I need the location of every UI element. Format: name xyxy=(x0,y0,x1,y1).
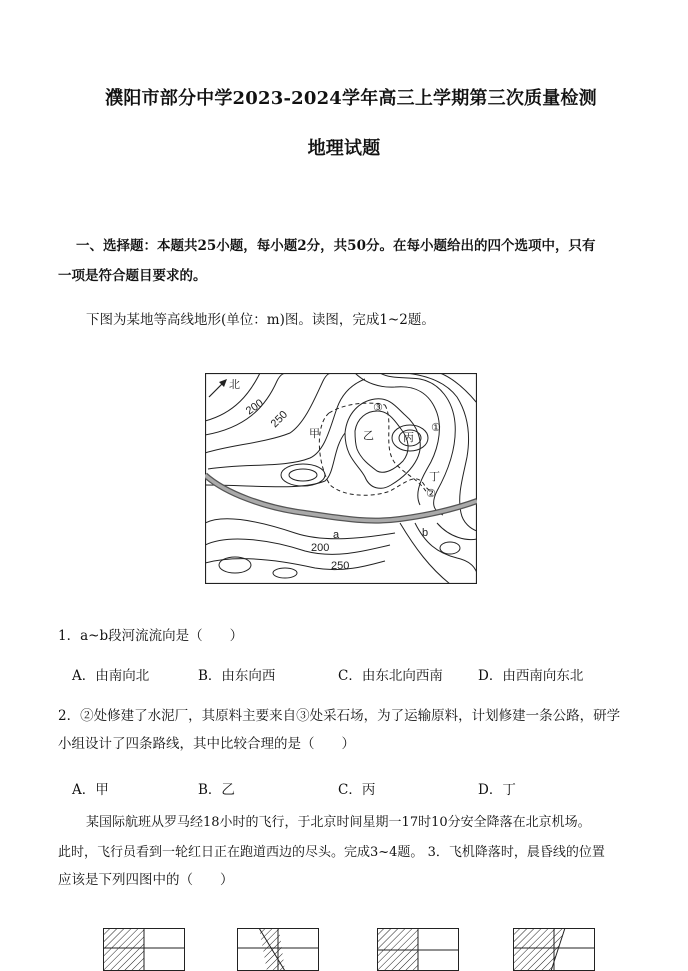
point-3: ③ xyxy=(373,401,383,414)
intro-flight-line3: 应该是下列四图中的（ ） xyxy=(58,872,234,888)
intro-flight-line1: 某国际航班从罗马经18小时的飞行，于北京时间星期一17时10分安全降落在北京机场。 xyxy=(86,815,591,830)
question-2-line1: 2．②处修建了水泥厂，其原料主要来自③处采石场，为了运输原料，计划修建一条公路，研学 xyxy=(58,708,621,724)
label-bing: 丙 xyxy=(403,431,414,444)
q1-option-b[interactable]: B．由东向西 xyxy=(198,668,276,684)
question-2-line2: 小组设计了四条路线，其中比较合理的是（ ） xyxy=(58,736,355,752)
q1-option-a[interactable]: A．由南向北 xyxy=(72,668,150,684)
question-1-options xyxy=(72,664,632,684)
contour-map xyxy=(205,373,477,584)
contour-label-200-bottom: 200 xyxy=(311,542,330,554)
q2-option-a[interactable]: A．甲 xyxy=(72,782,109,798)
q1-option-c[interactable]: C．由东北向西南 xyxy=(338,668,443,684)
section-heading-line1: 一、选择题：本题共25小题，每小题2分，共50分。在每小题给出的四个选项中，只有 xyxy=(76,238,596,254)
diagram-option-b[interactable] xyxy=(237,928,319,971)
point-1: ① xyxy=(431,421,441,434)
q1-option-d[interactable]: D．由西南向东北 xyxy=(478,668,584,684)
label-jia: 甲 xyxy=(309,427,320,440)
north-arrow-icon xyxy=(209,379,227,397)
contour-label-250-top: 250 xyxy=(268,408,291,431)
label-ding: 丁 xyxy=(429,470,440,483)
contour-label-200-top: 200 xyxy=(243,397,266,418)
diagram-option-d[interactable] xyxy=(513,928,595,971)
river-point-b: b xyxy=(422,527,429,539)
diagram-option-c[interactable] xyxy=(377,928,459,971)
page-title: 濮阳市部分中学2023-2024学年高三上学期第三次质量检测 xyxy=(105,88,597,109)
river-point-a: a xyxy=(333,529,340,541)
question-2-options xyxy=(72,778,632,798)
question-1-stem: 1．a~b段河流流向是（ ） xyxy=(58,628,244,644)
intro-map-question: 下图为某地等高线地形(单位：m)图。读图，完成1~2题。 xyxy=(86,312,435,328)
diagram-option-a[interactable] xyxy=(103,928,185,971)
intro-flight-line2: 此时，飞行员看到一轮红日正在跑道西边的尽头。完成3~4题。 3．飞机降落时，晨昏线的位置 xyxy=(58,845,605,860)
q2-option-d[interactable]: D．丁 xyxy=(478,782,516,798)
page-subtitle: 地理试题 xyxy=(307,138,381,159)
contour-label-250-bottom: 250 xyxy=(331,560,350,572)
north-label: 北 xyxy=(229,378,240,391)
q2-option-b[interactable]: B．乙 xyxy=(198,782,235,798)
q2-option-c[interactable]: C．丙 xyxy=(338,782,376,798)
label-yi: 乙 xyxy=(363,429,374,442)
section-heading-line2: 一项是符合题目要求的。 xyxy=(58,268,207,284)
point-2: ② xyxy=(426,487,436,500)
